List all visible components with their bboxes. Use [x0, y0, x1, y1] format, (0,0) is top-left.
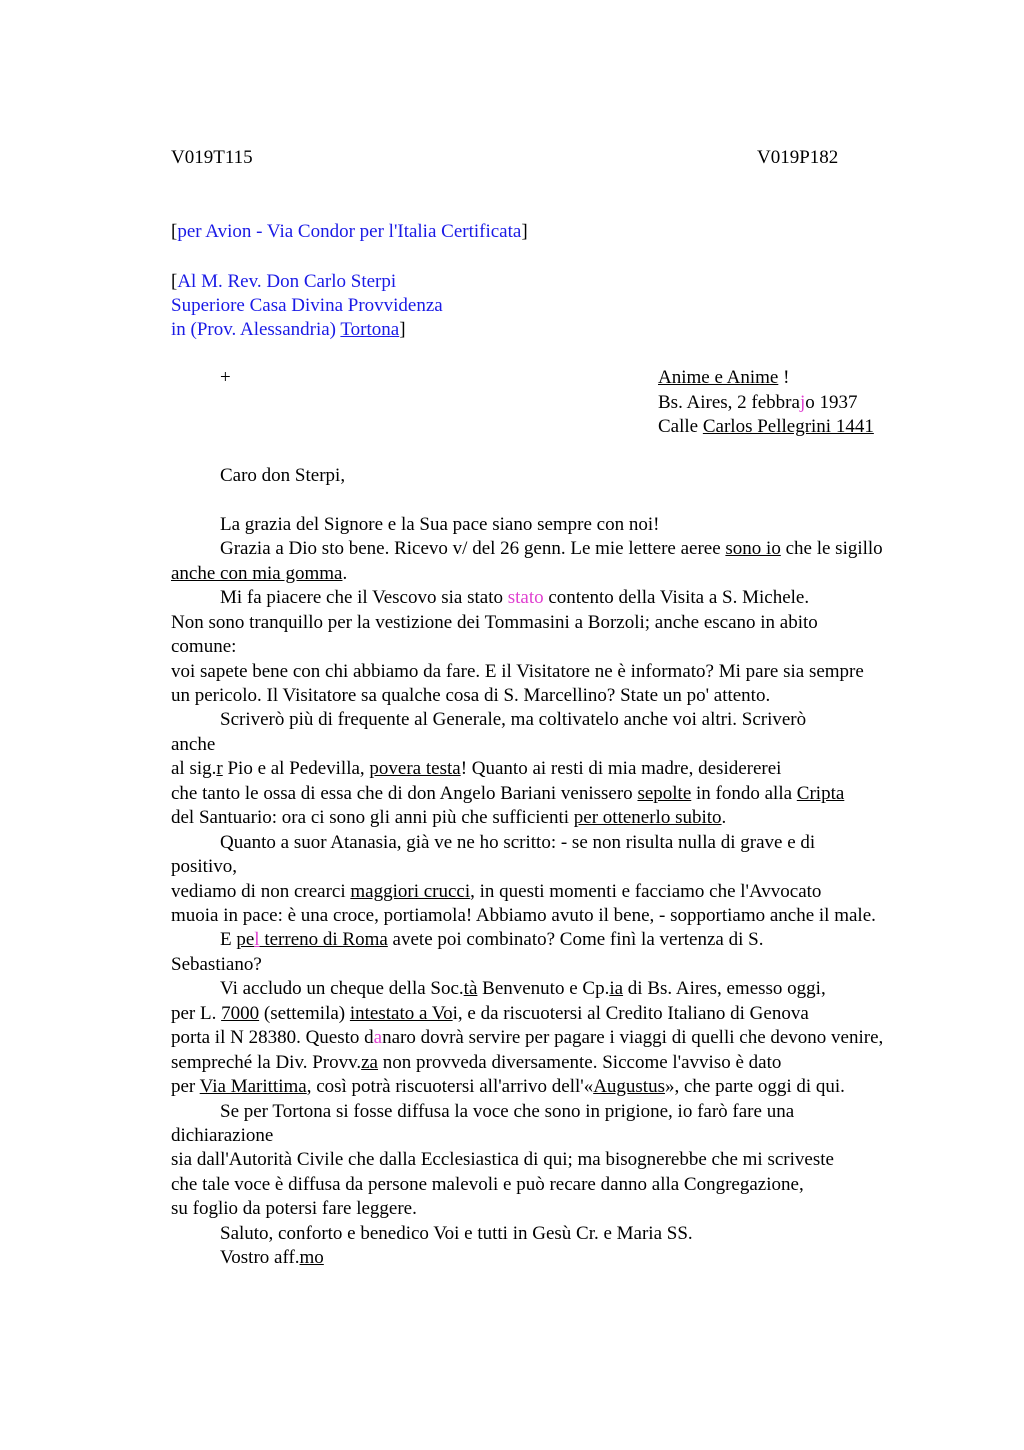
- body-line: Vi accludo un cheque della Soc.tà Benvenuto e Cp.ia di Bs. Aires, emesso oggi,: [220, 978, 826, 999]
- body-line: comune:: [171, 636, 237, 657]
- document-code-left: V019T115: [171, 147, 253, 168]
- body-line: Se per Tortona si fosse diffusa la voce che sono in prigione, io farò fare una: [220, 1101, 795, 1122]
- body-line: sia dall'Autorità Civile che dalla Ecclesiastica di qui; ma bisognerebbe che mi scriveste: [171, 1149, 834, 1170]
- body-line: dichiarazione: [171, 1125, 274, 1146]
- address-line-3: in (Prov. Alessandria) Tortona]: [171, 319, 406, 340]
- motto: Anime e Anime !: [658, 367, 790, 388]
- body-line: Scriverò più di frequente al Generale, ma coltivatelo anche voi altri. Scriverò: [220, 709, 807, 730]
- transport-note: [per Avion - Via Condor per l'Italia Certificata]: [171, 221, 528, 242]
- body-line: del Santuario: ora ci sono gli anni più che sufficienti per ottenerlo subito.: [171, 807, 727, 828]
- body-line: sempreché la Div. Provv.za non provveda diversamente. Siccome l'avviso è dato: [171, 1052, 782, 1073]
- body-line: E pel terreno di Roma avete poi combinato? Come finì la vertenza di S.: [220, 929, 764, 950]
- body-line: per Via Marittima, così potrà riscuotersi all'arrivo dell'«Augustus», che parte oggi di qui.: [171, 1076, 845, 1097]
- document-code-right: V019P182: [757, 147, 839, 168]
- body-line: voi sapete bene con chi abbiamo da fare. E il Visitatore ne è informato? Mi pare sia sempre: [171, 661, 864, 682]
- body-line: un pericolo. Il Visitatore sa qualche cosa di S. Marcellino? State un po' attento.: [171, 685, 771, 706]
- body-line: positivo,: [171, 856, 237, 877]
- cross-mark: +: [220, 367, 231, 388]
- body-line: vediamo di non crearci maggiori crucci, in questi momenti e facciamo che l'Avvocato: [171, 881, 822, 902]
- body-line: al sig.r Pio e al Pedevilla, povera testa! Quanto ai resti di mia madre, desidererei: [171, 758, 782, 779]
- body-line: porta il N 28380. Questo danaro dovrà servire per pagare i viaggi di quelli che devono venire,: [171, 1027, 884, 1048]
- body-line: Mi fa piacere che il Vescovo sia stato stato contento della Visita a S. Michele.: [220, 587, 810, 608]
- body-line: Sebastiano?: [171, 954, 262, 975]
- address-line-1: [Al M. Rev. Don Carlo Sterpi: [171, 271, 397, 292]
- body-line: per L. 7000 (settemila) intestato a Voi, e da riscuotersi al Credito Italiano di Genova: [171, 1003, 809, 1024]
- date-line: Bs. Aires, 2 febbrajo 1937: [658, 392, 858, 413]
- address-line-2: Superiore Casa Divina Provvidenza: [171, 295, 443, 316]
- body-line: Non sono tranquillo per la vestizione dei Tommasini a Borzoli; anche escano in abito: [171, 612, 818, 633]
- body-line: su foglio da potersi fare leggere.: [171, 1198, 417, 1219]
- street-address: Calle Carlos Pellegrini 1441: [658, 416, 874, 437]
- body-line: Quanto a suor Atanasia, già ve ne ho scritto: - se non risulta nulla di grave e di: [220, 832, 816, 853]
- body-line: muoia in pace: è una croce, portiamola! Abbiamo avuto il bene, - sopportiamo anche il male.: [171, 905, 876, 926]
- body-line: Grazia a Dio sto bene. Ricevo v/ del 26 genn. Le mie lettere aeree sono io che le sigillo: [220, 538, 883, 559]
- salutation: Caro don Sterpi,: [220, 465, 346, 486]
- closing-blessing: Saluto, conforto e benedico Voi e tutti in Gesù Cr. e Maria SS.: [220, 1223, 693, 1244]
- body-line: che tale voce è diffusa da persone malevoli e può recare danno alla Congregazione,: [171, 1174, 804, 1195]
- body-line: anche con mia gomma.: [171, 563, 348, 584]
- body-line: che tanto le ossa di essa che di don Angelo Bariani venissero sepolte in fondo alla Cripta: [171, 783, 845, 804]
- body-line: La grazia del Signore e la Sua pace siano sempre con noi!: [220, 514, 660, 535]
- body-line: anche: [171, 734, 216, 755]
- closing-signature: Vostro aff.mo: [220, 1247, 324, 1268]
